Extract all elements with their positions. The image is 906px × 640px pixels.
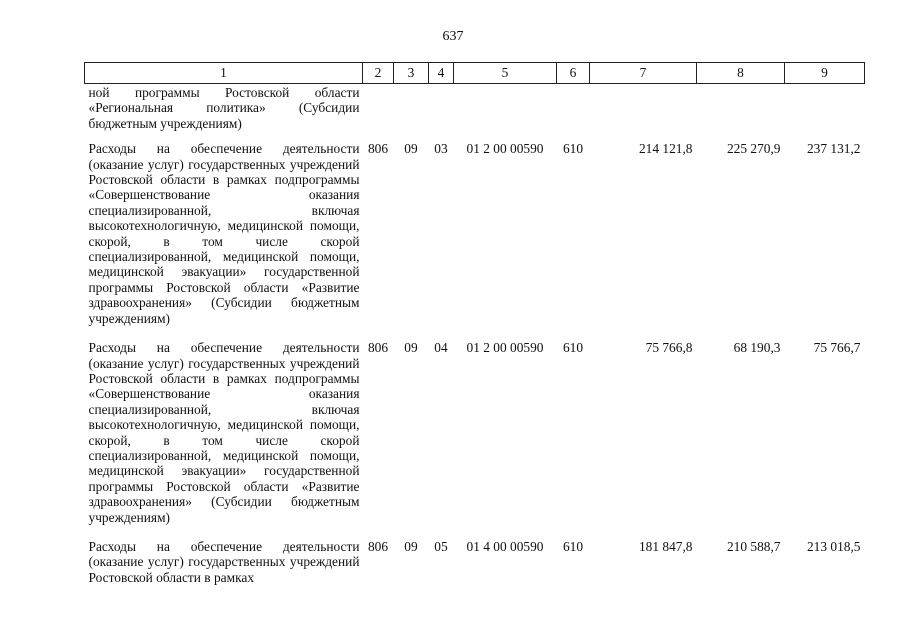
table-header — [85, 63, 865, 84]
amount-col8 — [697, 84, 785, 132]
target-code: 01 2 00 00590 — [466, 340, 544, 356]
table-row — [85, 330, 865, 529]
amount-col9 — [785, 84, 865, 132]
gov-code: 806 — [367, 141, 389, 157]
subsection-code: 04 — [434, 340, 448, 356]
target-code: 01 2 00 00590 — [466, 141, 544, 157]
amount-col9: 75 766,7 — [813, 340, 861, 356]
desc-text: ной программы Ростовской области «Региональная политика» (Субсидии бюджетным учреждениям) — [88, 85, 360, 131]
target-code: 01 4 00 00590 — [466, 538, 544, 554]
gov-code — [363, 84, 394, 132]
amount-col7: 75 766,8 — [645, 340, 693, 356]
gov-code: 806 — [367, 538, 389, 554]
amount-col9: 213 018,5 — [806, 538, 861, 554]
header-cell: 3 — [394, 63, 429, 84]
header-cell: 2 — [363, 63, 394, 84]
subsection-code — [429, 84, 454, 132]
desc-text: Расходы на обеспечение деятельности (оказание услуг) государственных учреждений Ростовской области в рамках — [88, 538, 360, 585]
table-row — [85, 84, 865, 132]
expense-type-code: 610 — [562, 340, 584, 356]
header-cell: 8 — [697, 63, 785, 84]
page-number: 637 — [442, 29, 464, 44]
amount-col7: 214 121,8 — [638, 141, 693, 157]
subsection-code: 05 — [434, 538, 448, 554]
amount-col8: 210 588,7 — [726, 538, 781, 554]
amount-col9: 237 131,2 — [806, 141, 861, 157]
subsection-code: 03 — [434, 141, 448, 157]
expense-description — [85, 84, 363, 132]
budget-table — [84, 62, 865, 589]
desc-text: Расходы на обеспечение деятельности (оказание услуг) государственных учреждений Ростовской области в рамках подпрограммы «Совершенствование оказания специализированной, включая высокотехнологичную, медицинской помощи, скорой, в том числе скорой специализированной, медицинской помощи, медицинской эвакуации» государственной программы Ростовской области «Развитие здравоохранения» (Субсидии бюджетным учреждениям) — [88, 141, 360, 326]
header-cell: 4 — [429, 63, 454, 84]
header-cell: 5 — [454, 63, 557, 84]
section-code — [394, 84, 429, 132]
amount-col7: 181 847,8 — [638, 538, 693, 554]
header-cell: 7 — [590, 63, 697, 84]
expense-type-code: 610 — [562, 141, 584, 157]
gov-code: 806 — [367, 340, 389, 356]
table-body — [85, 84, 865, 590]
table-row — [85, 529, 865, 589]
expense-description — [85, 131, 363, 330]
table-row — [85, 131, 865, 330]
target-code — [454, 84, 557, 132]
expense-type-code: 610 — [562, 538, 584, 554]
amount-col8: 225 270,9 — [726, 141, 781, 157]
expense-type-code — [557, 84, 590, 132]
section-code: 09 — [404, 538, 418, 554]
amount-col7 — [590, 84, 697, 132]
header-cell: 6 — [557, 63, 590, 84]
amount-col8: 68 190,3 — [733, 340, 781, 356]
header-cell: 9 — [785, 63, 865, 84]
section-code: 09 — [404, 141, 418, 157]
section-code: 09 — [404, 340, 418, 356]
expense-description — [85, 330, 363, 529]
expense-description — [85, 529, 363, 589]
desc-text: Расходы на обеспечение деятельности (оказание услуг) государственных учреждений Ростовской области в рамках подпрограммы «Совершенствование оказания специализированной, включая высокотехнологичную, медицинской помощи, скорой, в том числе скорой специализированной, медицинской помощи, медицинской эвакуации» государственной программы Ростовской области «Развитие здравоохранения» (Субсидии бюджетным учреждениям) — [88, 340, 360, 525]
header-cell: 1 — [85, 63, 363, 84]
header-row — [85, 63, 865, 84]
